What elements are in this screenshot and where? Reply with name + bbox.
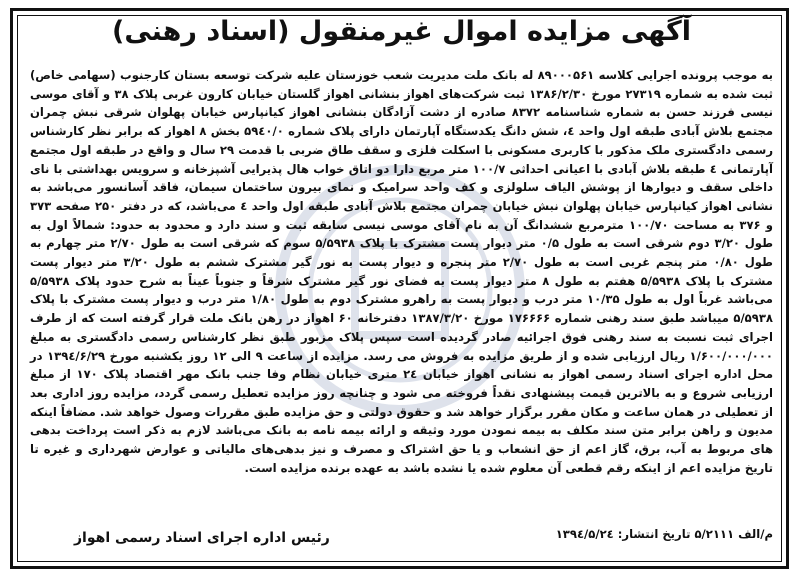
notice-body: به موجب پرونده اجرایی کلاسه ۸۹۰۰۰۵۶۱ له بانک ملت مدیریت شعب خوزستان علیه شرکت توسعه بستان کارجنوب (سهامی خاص) ثبت شده به شماره ۲۷۳۱۹ مورخ ۱۳۸۶/۲/۳۰ ثبت شرکت‌های اهواز بنشانی اهواز گلستان خیابان کارون غربی پلاک ۳۸ و آقای موسی نیسی فرزند حسن به شماره شناسنامه ۸۳۷۲ صادره از دشت آزادگان بنشانی اهواز کیانپارس خیابان پهلوان شرقی نبش چمران مجتمع بلاش آبادی طبقه اول واحد ٤، شش دانگ یکدستگاه آپارتمان دارای پلاک شماره ۵۹٤۰/۰ بخش ۸ اهواز که برابر نظر کارشناس رسمی دادگستری ملک مذکور با کاربری مسکونی با اسکلت فلزی و سقف طاق ضربی با قدمت ۲۹ سال و واقع در طبقه اول مجتمع آپارتمانی ٤ طبقه بلاش آبادی با اعیانی احداثی ۱۰۰/۷ متر مربع دارا دو اتاق خواب هال پذیرایی آشپزخانه و سرویس بهداشتی با نای داخلی سقف و دیوارها از پوشش الیاف سلولزی و کف واحد سرامیک و نمای بیرون ساختمان سیمان، فاقد آسانسور می‌باشد به نشانی اهواز کیانپارس خیابان پهلوان نبش خیابان چمران مجتمع بلاش آبادی طبقه اول واحد ٤ می‌باشد، که در دفتر ۲۵۰ صفحه ۳۷۳ و ۳۷۶ به مساحت ۱۰۰/۷۰ مترمربع ششدانگ آن به نام آقای موسی نیسی سابقه ثبت و سند دارد و محدود به حدود: شمالاً اول به طول ۳/۲۰ دوم شرقی است به طول ۰/۵ متر دیوار پست مشترک با پلاک ۵/۵۹۳۸ سوم که شرقی است به طول ۲/۷۰ متر چهارم به طول ۰/۸۰ متر پنجم غربی است به طول ۲/۷۰ متر پنجره و دیوار پست به نور گیر مشترک ششم به طول ۳/۲۰ متر دیوار پست مشترک با پلاک ۵/۵۹۳۸ هفتم به طول ۸ متر دیوار پست به فضای نور گیر مشترک شرقاً و جنوباً عیناً به شرح حدود پلاک ۵/۵۹۳۸ می‌باشد غرباً اول به طول ۱۰/۳۵ متر درب و دیوار پست به راهرو مشترک دوم به طول ۱/۸۰ متر درب و دیوار پست مشترک با پلاک ۵/۵۹۳۸ میباشد طبق سند رهنی شماره ۱۷۶۶۶۶ مورخ ۱۳۸۷/۳/۲۰ دفترخانه ۶۰ اهواز در رهن بانک ملت قرار گرفته است که از طرف اجرای ثبت نسبت به سند رهنی فوق اجرائیه صادر گردیده است سپس پلاک مزبور طبق نظر کارشناس رسمی دادگستری به مبلغ ۱/۶۰۰/۰۰۰/۰۰۰ ریال ارزیابی شده و از طریق مزایده به فروش می رسد. مزایده از ساعت ۹ الی ۱۲ روز یکشنبه مورخ ۱۳۹٤/۶/۲۹ در محل اداره اجرای اسناد رسمی اهواز به نشانی اهواز خیابان ۲٤ متری خیابان نظام وفا جنب بانک مهر اقتصاد پلاک ۱۷۰ از مبلغ ارزیابی شروع و به بالاترین قیمت پیشنهادی نقداً فروخته می شود و چنانچه روز مزایده تعطیل رسمی گردد، مزایده روز اداری بعد از تعطیلی در همان ساعت و مکان مقرر برگزار خواهد شد و حقوق دولتی و حق مزایده طبق مقررات وصول خواهد شد. مضافاً اینکه مدیون و راهن برابر متن سند مکلف به بیمه نمودن مورد وثیقه و ارائه بیمه نامه به بانک می‌باشد لازم به ذکر است پرداخت بدهی های مربوط به آب، برق، گاز اعم از حق انشعاب و یا حق اشتراک و مصرف و نیز بدهی‌های مالیاتی و عوارض شهرداری و غیره تا تاریخ مزایده اعم از اینکه رقم قطعی آن معلوم شده یا نشده باشد به عهده برنده مزایده است. — [30, 68, 774, 475]
signature-line: رئیس اداره اجرای اسناد رسمی اهواز — [74, 530, 330, 546]
publication-reference: م/الف ۵/۲۱۱۱ تاریخ انتشار: ۱۳۹٤/۵/۲٤ — [555, 527, 773, 541]
notice-title: آگهی مزایده اموال غیرمنقول (اسناد رهنی) — [111, 16, 691, 47]
